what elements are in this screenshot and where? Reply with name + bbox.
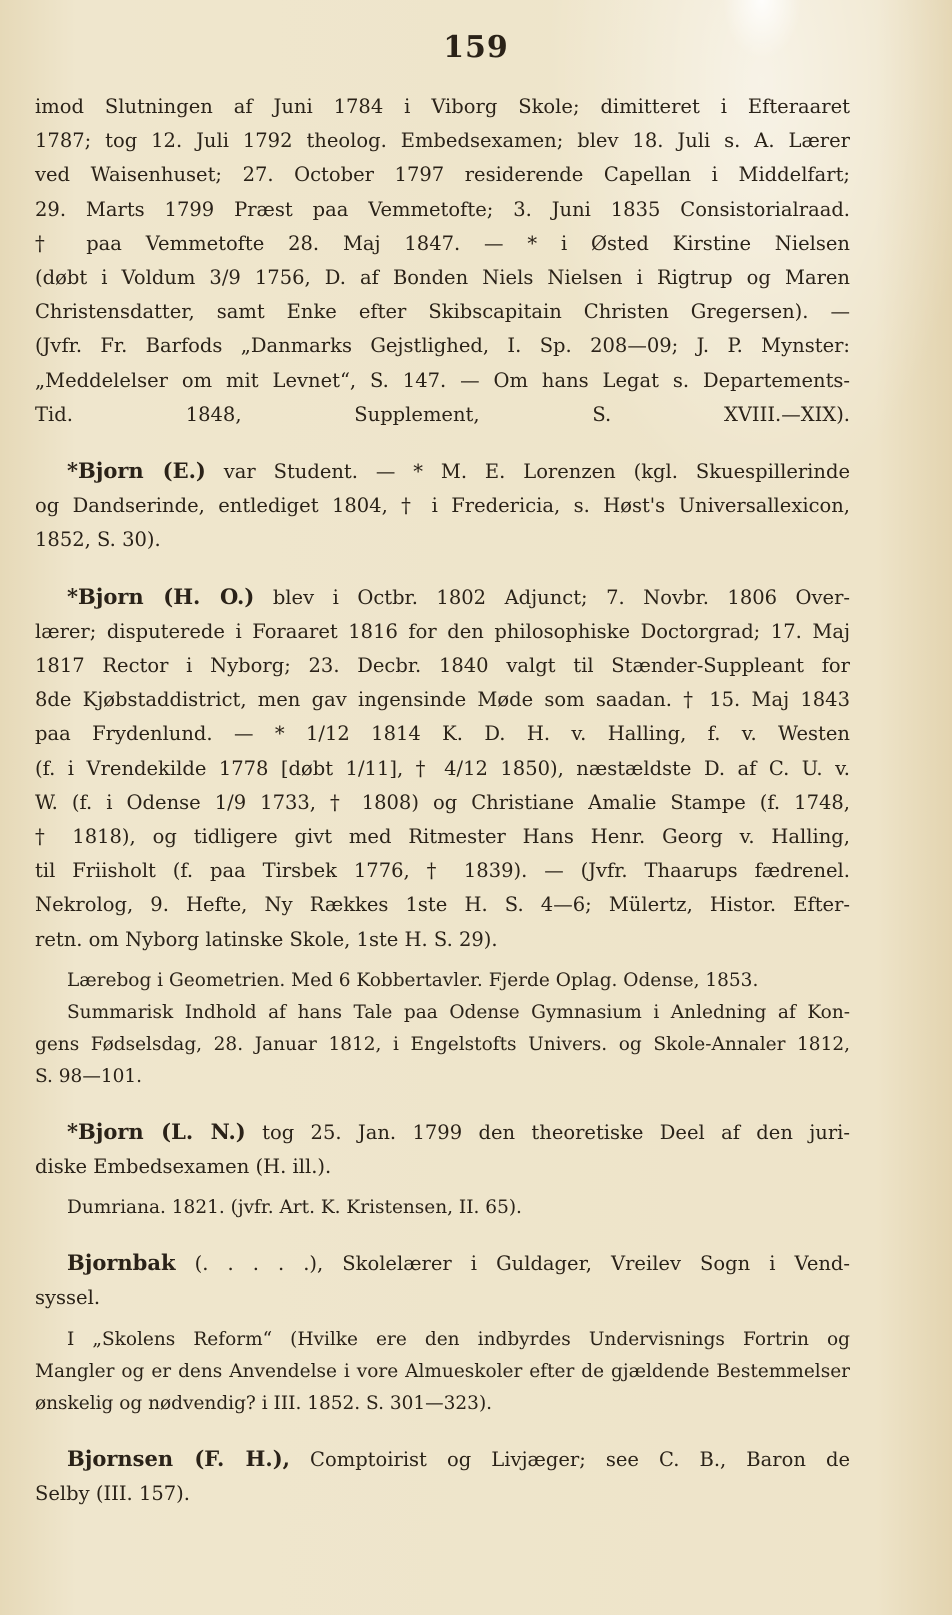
text-line: 1817 Rector i Nyborg; 23. Decbr. 1840 valgt til Stænder-Suppleant for xyxy=(35,654,850,678)
text-line: W. (f. i Odense 1/9 1733, † 1808) og Christiane Amalie Stampe (f. 1748, xyxy=(35,790,850,814)
text-line: syssel. xyxy=(35,1286,101,1310)
text-line: lærer; disputerede i Foraaret 1816 for den philosophiske Doctorgrad; 17. Maj xyxy=(35,619,850,643)
entry-bjorn-ln-references xyxy=(35,1192,850,1224)
text-line: og Dandserinde, entlediget 1804, † i Fredericia, s. Høst's Universallexicon, xyxy=(35,494,850,518)
entry-heading: Bjornbak xyxy=(67,1250,176,1276)
text-line: ønskelig og nødvendig? i III. 1852. S. 301—323). xyxy=(35,1392,493,1414)
text-line: *Bjorn (H. O.) blev i Octbr. 1802 Adjunct; 7. Novbr. 1806 Over- xyxy=(67,583,850,609)
text-line: † 1818), og tidligere givt med Ritmester Hans Henr. Georg v. Halling, xyxy=(35,825,850,849)
entry-heading: *Bjorn (L. N.) xyxy=(67,1118,246,1144)
text-line: Bjornbak (. . . . .), Skolelærer i Guldager, Vreilev Sogn i Vend- xyxy=(67,1250,850,1276)
entry-bjorn-ln xyxy=(35,1115,850,1184)
text-line: „Meddelelser om mit Levnet“, S. 147. — Om hans Legat s. Departements- xyxy=(35,368,850,392)
text-line: Nekrolog, 9. Hefte, Ny Rækkes 1ste H. S. 4—6; Mülertz, Histor. Efter- xyxy=(35,893,850,917)
text-line: Mangler og er dens Anvendelse i vore Almueskoler efter de gjældende Bestemmelser xyxy=(35,1360,850,1382)
text-line: Selby (III. 157). xyxy=(35,1481,190,1505)
entry-continuation xyxy=(35,90,850,432)
text-line: gens Fødselsdag, 28. Januar 1812, i Engelstofts Univers. og Skole-Annaler 1812, xyxy=(35,1033,850,1055)
text-line: S. 98—101. xyxy=(35,1065,143,1087)
entry-heading: *Bjorn (E.) xyxy=(67,458,206,484)
text-line: (døbt i Voldum 3/9 1756, D. af Bonden Niels Nielsen i Rigtrup og Maren Christensdatter, samt Enke efter Skibscapitain Christen Gregersen). — xyxy=(35,266,850,324)
text-line: diske Embedsexamen (H. ill.). xyxy=(35,1155,332,1179)
text-line: retn. om Nyborg latinske Skole, 1ste H. S. 29). xyxy=(35,927,498,951)
text-line: ved Waisenhuset; 27. October 1797 residerende Capellan i Middelfart; xyxy=(35,163,850,187)
entry-bjorn-ho-references xyxy=(35,965,850,1093)
text-line: paa Frydenlund. — * 1/12 1814 K. D. H. v. Halling, f. v. Westen xyxy=(35,722,850,746)
text-line: (f. i Vrendekilde 1778 [døbt 1/11], † 4/12 1850), næstældste D. af C. U. v. xyxy=(35,756,850,780)
text-line: *Bjorn (L. N.) tog 25. Jan. 1799 den theoretiske Deel af den juri- xyxy=(67,1118,851,1144)
text-line: 8de Kjøbstaddistrict, men gav ingensinde Møde som saadan. † 15. Maj 1843 xyxy=(35,688,850,712)
page-body xyxy=(35,90,850,1511)
entry-bjornsen xyxy=(35,1442,850,1511)
text-line: Bjornsen (F. H.), Comptoirist og Livjæger; see C. B., Baron de xyxy=(67,1445,850,1471)
text-line: † paa Vemmetofte 28. Maj 1847. — * i Østed Kirstine Nielsen xyxy=(35,231,850,255)
entry-heading: *Bjorn (H. O.) xyxy=(67,583,255,609)
entry-bjorn-ho xyxy=(35,580,850,957)
text-line: I „Skolens Reform“ (Hvilke ere den indbyrdes Undervisnings Fortrin og xyxy=(67,1328,850,1350)
text-line: Tid. 1848, Supplement, S. XVIII.—XIX). xyxy=(35,402,850,426)
entry-heading: Bjornsen (F. H.), xyxy=(67,1445,290,1471)
page-number: 159 xyxy=(443,30,509,65)
text-line: (Jvfr. Fr. Barfods „Danmarks Gejstlighed, I. Sp. 208—09; J. P. Mynster: xyxy=(35,334,850,358)
text-line: 1852, S. 30). xyxy=(35,528,161,552)
text-line: *Bjorn (E.) var Student. — * M. E. Lorenzen (kgl. Skuespillerinde xyxy=(67,458,850,484)
entry-bjorn-e xyxy=(35,454,850,558)
text-line: imod Slutningen af Juni 1784 i Viborg Skole; dimitteret i Efteraaret xyxy=(35,95,850,118)
text-line: til Friisholt (f. paa Tirsbek 1776, † 1839). — (Jvfr. Thaarups fædrenel. xyxy=(35,859,850,883)
text-line: Lærebog i Geometrien. Med 6 Kobbertavler. Fjerde Oplag. Odense, 1853. xyxy=(67,969,759,991)
entry-bjornbak-references xyxy=(35,1324,850,1420)
text-line: Summarisk Indhold af hans Tale paa Odense Gymnasium i Anledning af Kon- xyxy=(67,1001,850,1023)
text-line: 29. Marts 1799 Præst paa Vemmetofte; 3. Juni 1835 Consistorialraad. xyxy=(35,197,850,221)
entry-bjornbak xyxy=(35,1246,850,1315)
text-line: 1787; tog 12. Juli 1792 theolog. Embedsexamen; blev 18. Juli s. A. Lærer xyxy=(35,129,850,153)
text-line: Dumriana. 1821. (jvfr. Art. K. Kristensen, II. 65). xyxy=(67,1197,522,1219)
